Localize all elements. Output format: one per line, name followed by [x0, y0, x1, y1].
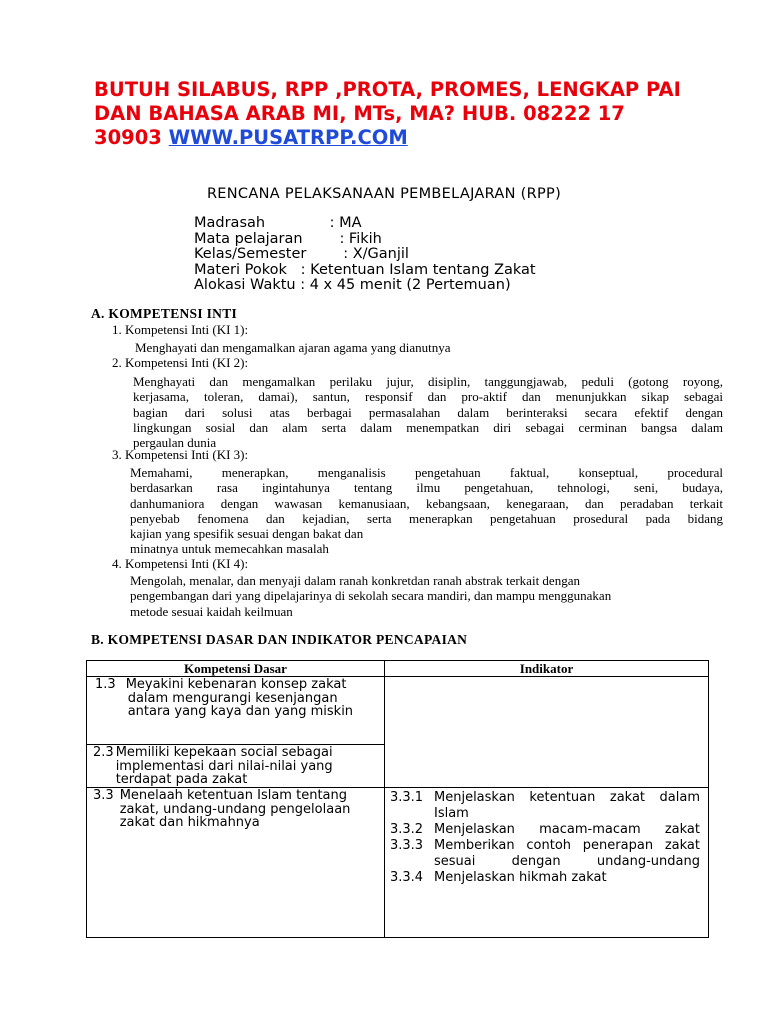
table-cell-kd-2 [87, 745, 385, 788]
identity-row-time: Alokasi Waktu : 4 x 45 menit (2 Pertemuan) [194, 277, 511, 293]
table-cell-indicators [385, 788, 709, 938]
ki-2-text [133, 374, 723, 450]
kd-text: Memiliki kepekaan social sebagai implementasi dari nilai-nilai yang terdapat pada zakat [115, 745, 333, 787]
ki-2-line: pergaulan dunia [133, 435, 217, 451]
indicator-item [390, 822, 700, 838]
promo-phone-end: 30903 [94, 126, 169, 149]
indicator-text: Menjelaskan hikmah zakat [434, 870, 607, 885]
identity-row-topic: Materi Pokok : Ketentuan Islam tentang Zakat [194, 261, 536, 278]
identity-row-subject: Mata pelajaran : Fikih [194, 230, 382, 247]
indicator-item [390, 838, 700, 870]
table-cell-kd-3 [87, 788, 385, 938]
promo-banner [94, 78, 734, 150]
indicator-number: 3.3.3 [390, 838, 424, 853]
promo-line-1: BUTUH SILABUS, RPP ,PROTA, PROMES, LENGKAP PAI [94, 78, 681, 101]
ki-3-line: minatnya untuk memecahkan masalah [130, 541, 329, 557]
ki-4-line: Mengolah, menalar, dan menyaji dalam ranah konkretdan ranah abstrak terkait dengan [130, 573, 580, 588]
ki-4-line: metode sesuai kaidah keilmuan [130, 603, 293, 619]
document-title: RENCANA PELAKSANAAN PEMBELAJARAN (RPP) [206, 186, 562, 202]
kd-number: 2.3 [93, 745, 114, 760]
identity-row-class: Kelas/Semester : X/Ganjil [194, 246, 409, 262]
indicator-number: 3.3.1 [390, 790, 424, 805]
ki-1-label: 1. Kompetensi Inti (KI 1): [112, 322, 249, 337]
promo-line-2: DAN BAHASA ARAB MI, MTs, MA? HUB. 08222 17 [94, 102, 625, 125]
ki-3-line: danhumaniora dengan wawasan kemanusiaan, kebangsaan, kenegaraan, dan peradaban terkait [130, 495, 723, 511]
table-cell-indicator-empty [385, 677, 709, 788]
ki-1-line: Menghayati dan mengamalkan ajaran agama yang dianutnya [135, 340, 451, 355]
indicator-text: Memberikan contoh penerapan zakat sesuai dengan undang-undang [434, 838, 700, 869]
ki-4-line: pengembangan dari yang dipelajarinya di sekolah secara mandiri, dan mampu menggunakan [130, 588, 612, 604]
ki-4-text [130, 573, 723, 619]
column-header-indicator: Indikator [385, 661, 709, 677]
kd-number: 3.3 [93, 788, 114, 803]
kd-text: Meyakini kebenaran konsep zakat dalam mengurangi kesenjangan antara yang kaya dan yang miskin [125, 677, 354, 719]
promo-website-link[interactable]: WWW.PUSATRPP.COM [168, 126, 408, 149]
ki-2-line: bagian dari solusi atas berbagai permasalahan dalam berinteraksi secara efektif dengan [133, 404, 723, 420]
indicator-number: 3.3.2 [390, 822, 424, 837]
ki-2-line: Menghayati dan mengamalkan perilaku jujur, disiplin, tanggungjawab, peduli (gotong royong, [133, 374, 723, 389]
ki-2-line: kerjasama, toleran, damai), santun, responsif dan pro-aktif dan menunjukkan sikap sebagai [133, 389, 723, 405]
ki-3-text [130, 465, 723, 557]
identity-row-madrasah: Madrasah : MA [194, 215, 362, 231]
indicator-item [390, 870, 700, 886]
ki-3-line: Memahami, menerapkan, menganalisis pengetahuan faktual, konseptual, procedural [130, 465, 723, 480]
ki-2-line: lingkungan sosial dan alam serta dalam menempatkan diri sebagai cerminan bangsa dalam [133, 419, 723, 435]
indicator-number: 3.3.4 [390, 870, 424, 885]
ki-2-label: 2. Kompetensi Inti (KI 2): [112, 355, 249, 370]
competency-table [86, 660, 709, 938]
ki-1-text [135, 340, 725, 355]
ki-3-line: berdasarkan rasa ingintahunya tentang ilmu pengetahuan, tehnologi, seni, budaya, [130, 480, 723, 496]
ki-3-label: 3. Kompetensi Inti (KI 3): [112, 447, 249, 462]
identity-block [194, 216, 536, 294]
indicator-text: Menjelaskan ketentuan zakat dalam Islam [434, 790, 700, 821]
kd-number: 1.3 [95, 677, 116, 692]
promo-line-3 [94, 126, 734, 150]
section-a-heading: A. KOMPETENSI INTI [91, 306, 238, 321]
section-b-heading: B. KOMPETENSI DASAR DAN INDIKATOR PENCAPAIAN [91, 632, 468, 647]
indicator-text: Menjelaskan macam-macam zakat [434, 822, 700, 837]
ki-3-line: kajian yang spesifik sesuai dengan bakat dan [130, 526, 364, 542]
kd-text: Menelaah ketentuan Islam tentang zakat, undang-undang pengelolaan zakat dan hikmahnya [119, 788, 351, 830]
indicator-item [390, 790, 700, 822]
ki-4-label: 4. Kompetensi Inti (KI 4): [112, 556, 249, 571]
table-cell-kd-1 [87, 677, 385, 745]
ki-3-line: penyebab fenomena dan kejadian, serta menerapkan pengetahuan prosedural pada bidang [130, 510, 723, 526]
column-header-kd: Kompetensi Dasar [87, 661, 385, 677]
